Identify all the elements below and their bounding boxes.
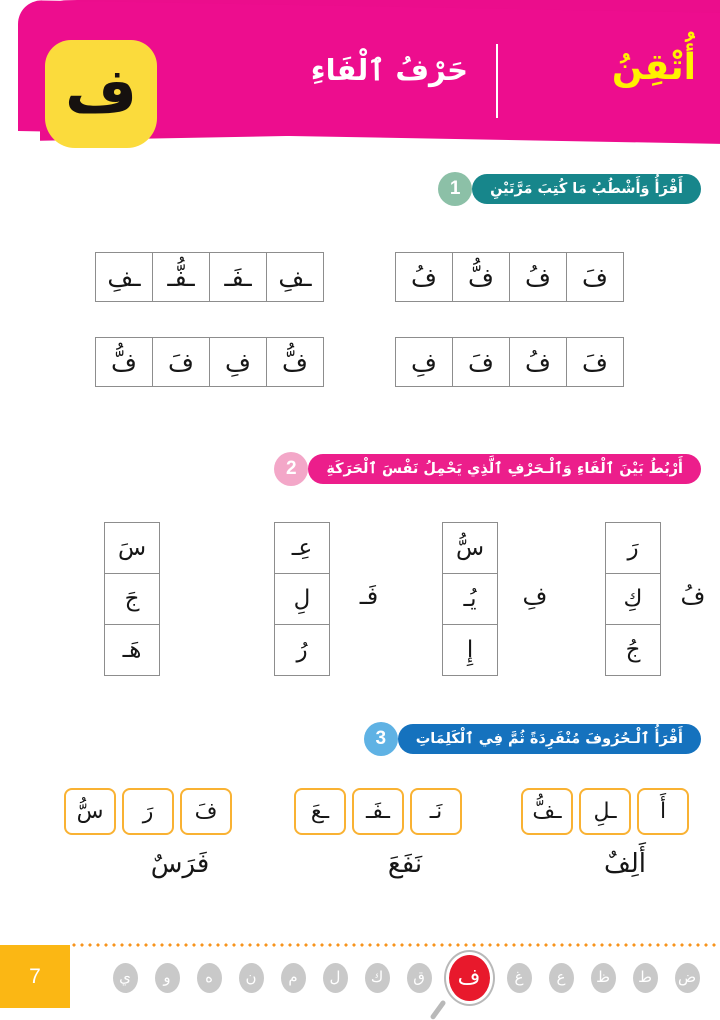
letter-cell[interactable]: سُّ xyxy=(443,523,497,574)
exercise-1-banner xyxy=(438,172,688,206)
ex1-right-table-row-2 xyxy=(395,337,624,387)
letter-cell[interactable]: ـفِ xyxy=(107,262,141,292)
alphabet-letter[interactable]: ض xyxy=(675,963,700,993)
alphabet-letter[interactable]: ك xyxy=(365,963,390,993)
letter-cell[interactable]: جُ xyxy=(625,636,641,663)
alphabet-letter[interactable]: ه xyxy=(197,963,222,993)
alphabet-letter[interactable]: و xyxy=(155,963,180,993)
letter-cell[interactable]: هَـ xyxy=(122,636,142,663)
ex2-letter-stack xyxy=(442,522,498,676)
ex1-left-table-row-1 xyxy=(95,252,324,302)
letter-cell[interactable]: فَ xyxy=(152,338,209,386)
page-number: 7 xyxy=(29,964,41,988)
exercise-2-number: 2 xyxy=(274,452,308,486)
letter-cell[interactable]: فُّ xyxy=(452,253,509,301)
alphabet-letter[interactable]: ل xyxy=(323,963,348,993)
exercise-3-content xyxy=(0,788,720,918)
letter-card[interactable]: ـلِ xyxy=(579,788,631,835)
alphabet-current-letter[interactable]: ف xyxy=(449,955,490,1001)
page-title: أُتْقِنُ xyxy=(611,47,696,88)
ex3-word: فَرَسٌ xyxy=(150,849,210,879)
letter-cell[interactable]: إِ xyxy=(466,636,474,663)
page-header xyxy=(0,0,720,150)
letter-cell[interactable]: فَ xyxy=(566,253,623,301)
ex3-card-group xyxy=(294,788,462,835)
letter-card[interactable]: سُّ xyxy=(64,788,116,835)
exercise-3-instruction: أَقْرَأُ ٱلْـحُرُوفَ مُنْفَرِدَةً ثُمَّ فِي ٱلْكَلِمَاتِ xyxy=(398,724,701,754)
letter-badge-glyph: ف xyxy=(64,54,138,127)
ex2-letter-stack xyxy=(274,522,330,676)
exercise-2-instruction: أَرْبُطُ بَيْنَ ٱلْفَاءِ وَٱلْـحَرْفِ ٱلَّذِي يَحْمِلُ نَفْسَ ٱلْحَرَكَةِ xyxy=(308,454,701,484)
letter-cell[interactable]: فُ xyxy=(411,262,437,292)
letter-cell[interactable]: لِ xyxy=(275,574,329,625)
letter-card[interactable]: فَ xyxy=(180,788,232,835)
page-number-box xyxy=(0,945,70,1008)
exercise-1-content xyxy=(0,252,720,402)
letter-card[interactable]: ـفَـ xyxy=(352,788,404,835)
ex3-word: نَفَعَ xyxy=(387,849,423,879)
exercise-3-number: 3 xyxy=(364,722,398,756)
exercise-3-banner xyxy=(364,722,688,756)
letter-cell[interactable]: كِ xyxy=(606,574,660,625)
page-subtitle: حَرْفُ ٱلْفَاءِ xyxy=(310,53,468,87)
exercise-2-banner xyxy=(274,452,688,486)
alphabet-letter[interactable]: غ xyxy=(507,963,532,993)
header-divider xyxy=(496,44,498,118)
letter-cell[interactable]: فِ xyxy=(209,338,266,386)
letter-cell[interactable]: رُ xyxy=(296,636,308,663)
letter-cell[interactable]: فَ xyxy=(452,338,509,386)
letter-card[interactable]: رَ xyxy=(122,788,174,835)
letter-card[interactable]: ـعَ xyxy=(294,788,346,835)
ex2-letter-stack xyxy=(605,522,661,676)
alphabet-letter[interactable]: ق xyxy=(407,963,432,993)
letter-cell[interactable]: عِـ xyxy=(275,523,329,574)
ex1-left-table-row-2 xyxy=(95,337,324,387)
letter-cell[interactable]: فُ xyxy=(509,253,566,301)
letter-cell[interactable]: جَ xyxy=(105,574,159,625)
ex2-target-letter[interactable]: فِ xyxy=(522,582,548,610)
alphabet-strip xyxy=(70,947,720,1008)
ex2-letter-stack xyxy=(104,522,160,676)
exercise-1-number: 1 xyxy=(438,172,472,206)
alphabet-letter[interactable]: ظ xyxy=(591,963,616,993)
ex2-target-letter[interactable]: فُ xyxy=(680,582,706,610)
exercise-1-instruction: أَقْرَأُ وَأَشْطُبُ مَا كُتِبَ مَرَّتَيْنِ xyxy=(472,174,701,204)
alphabet-letter[interactable]: ن xyxy=(239,963,264,993)
letter-cell[interactable]: ـفِ xyxy=(266,253,323,301)
letter-cell[interactable]: ـفَـ xyxy=(209,253,266,301)
letter-cell[interactable]: ـفُّـ xyxy=(152,253,209,301)
letter-card[interactable]: ـفُّ xyxy=(521,788,573,835)
letter-cell[interactable]: فِ xyxy=(411,347,437,377)
letter-cell[interactable]: فُّ xyxy=(266,338,323,386)
ex3-word: أَلِفٌ xyxy=(603,849,647,879)
letter-badge xyxy=(45,40,157,148)
exercise-2-content xyxy=(0,522,720,687)
ex1-right-table-row-1 xyxy=(395,252,624,302)
alphabet-letter[interactable]: م xyxy=(281,963,306,993)
ex3-card-group xyxy=(521,788,689,835)
alphabet-letter[interactable]: ط xyxy=(633,963,658,993)
letter-cell[interactable]: يُـ xyxy=(443,574,497,625)
ex3-card-group xyxy=(64,788,232,835)
letter-cell[interactable]: فُّ xyxy=(111,347,137,377)
letter-card[interactable]: نَـ xyxy=(410,788,462,835)
letter-cell[interactable]: سَ xyxy=(105,523,159,574)
alphabet-letter[interactable]: ع xyxy=(549,963,574,993)
letter-cell[interactable]: فُ xyxy=(509,338,566,386)
ex2-target-letter[interactable]: فَـ xyxy=(359,582,379,610)
letter-card[interactable]: أَ xyxy=(637,788,689,835)
alphabet-letter[interactable]: ي xyxy=(113,963,138,993)
letter-cell[interactable]: فَ xyxy=(566,338,623,386)
letter-cell[interactable]: رَ xyxy=(606,523,660,574)
page-footer xyxy=(0,933,720,1008)
